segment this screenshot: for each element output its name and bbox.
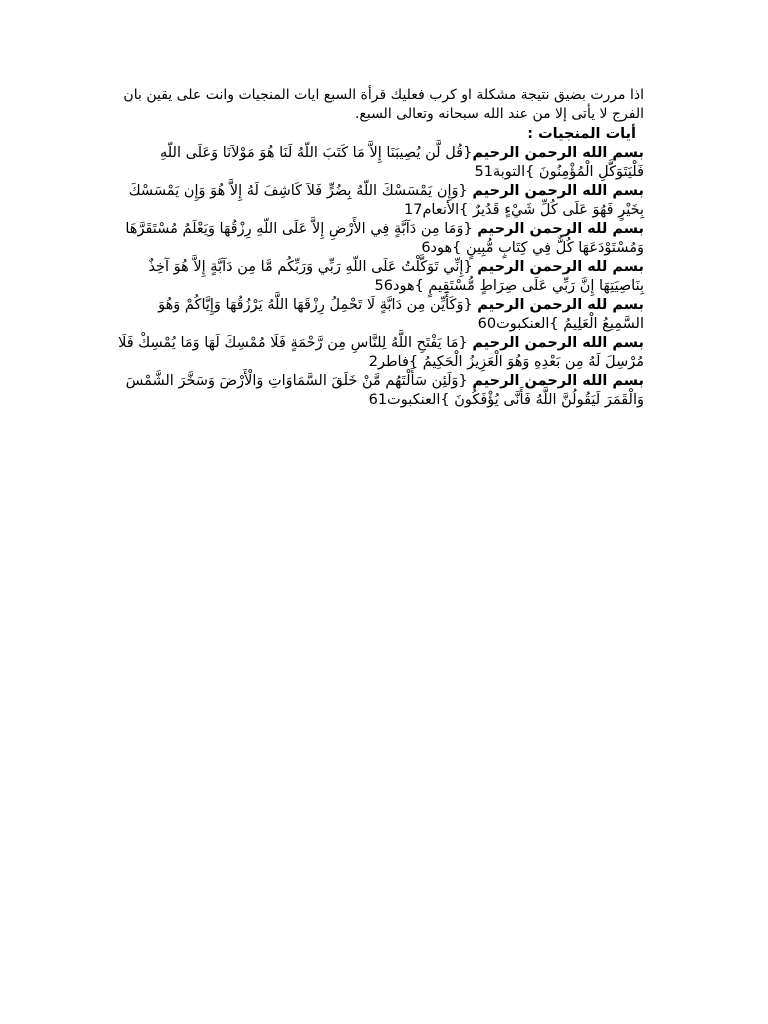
verse-text: {قُل لَّن يُصِيبَنَا إِلاَّ مَا كَتَبَ اللّهُ لَنَا هُوَ مَوْلاَنَا وَعَلَى اللّهِ فَلْيَتَوَكَّلِ الْمُؤْمِنُونَ }التوبة51: [159, 145, 644, 180]
document-page: [114, 86, 644, 410]
verse-text: {وَمَا مِن دَآبَّةٍ فِي الأَرْضِ إِلاَّ عَلَى اللّهِ رِزْقُهَا وَيَعْلَمُ مُسْتَقَرَّهَا وَمُسْتَوْدَعَهَا كُلٌّ فِي كِتَابٍ مُّبِينٍ }هود6: [125, 221, 644, 256]
basmala: بسم لله الرحمن الرحيم: [477, 297, 644, 313]
verse-entry-1: [114, 144, 644, 182]
verse-text: {وَإِن يَمْسَسْكَ اللّهُ بِضُرٍّ فَلاَ كَاشِفَ لَهُ إِلاَّ هُوَ وَإِن يَمْسَسْكَ بِخَيْرٍ فَهُوَ عَلَى كُلِّ شَيْءٍ قَدُيرٌ }الأنعام17: [128, 183, 644, 218]
basmala: بسم لله الرحمن الرحيم: [477, 221, 644, 237]
basmala: بسم لله الرحمن الرحيم: [477, 259, 644, 275]
verse-entry-4: [114, 258, 644, 296]
verse-text: {وَكَأَيِّن مِن دَابَّةٍ لَا تَحْمِلُ رِزْقَهَا اللَّهُ يَرْزُقُهَا وَإِيَّاكُمْ وَهُوَ السَّمِيعُ الْعَلِيمُ }العنكبوت60: [158, 297, 644, 332]
verse-entry-5: [114, 296, 644, 334]
basmala: بسم الله الرحمن الرحيم: [472, 183, 644, 199]
verse-text: {إِنِّي تَوَكَّلْتُ عَلَى اللّهِ رَبِّي وَرَبِّكُم مَّا مِن دَآبَّةٍ إِلاَّ هُوَ آخِذٌ بِنَاصِيَتِهَا إِنَّ رَبِّي عَلَى صِرَاطٍ مُّسْتَقِيمٍ }هود56: [148, 259, 644, 294]
intro-paragraph: اذا مررت بضيق نتيجة مشكلة او كرب فعليك قرأة السبع ايات المنجيات وانت على يقين بان الفرج لا يأتى إلا من عند الله سبحانه وتعالى السبع.: [123, 87, 644, 122]
verse-entry-3: [114, 220, 644, 258]
verse-text: {وَلَئِن سَأَلْتَهُم مَّنْ خَلَقَ السَّمَاوَاتِ وَالْأَرْضَ وَسَخَّرَ الشَّمْسَ وَالْقَمَرَ لَيَقُولُنَّ اللَّهُ فَأَنَّى يُؤْفَكُونَ }العنكبوت61: [125, 373, 644, 408]
verse-entry-2: [114, 182, 644, 220]
verse-entry-7: [114, 372, 644, 410]
basmala: بسم الله الرحمن الرحيم: [472, 373, 644, 389]
basmala: بسم الله الرحمن الرحيم: [472, 335, 644, 351]
verse-text: {مَا يَفْتَحِ اللَّهُ لِلنَّاسِ مِن رَّحْمَةٍ فَلَا مُمْسِكَ لَهَا وَمَا يُمْسِكْ فَلَا مُرْسِلَ لَهُ مِن بَعْدِهِ وَهُوَ الْعَزِيزُ الْحَكِيمُ }فاطر2: [118, 335, 644, 370]
verse-entry-6: [114, 334, 644, 372]
basmala: بسم الله الرحمن الرحيم: [472, 145, 644, 161]
section-heading: أيات المنجيات :: [527, 126, 636, 142]
